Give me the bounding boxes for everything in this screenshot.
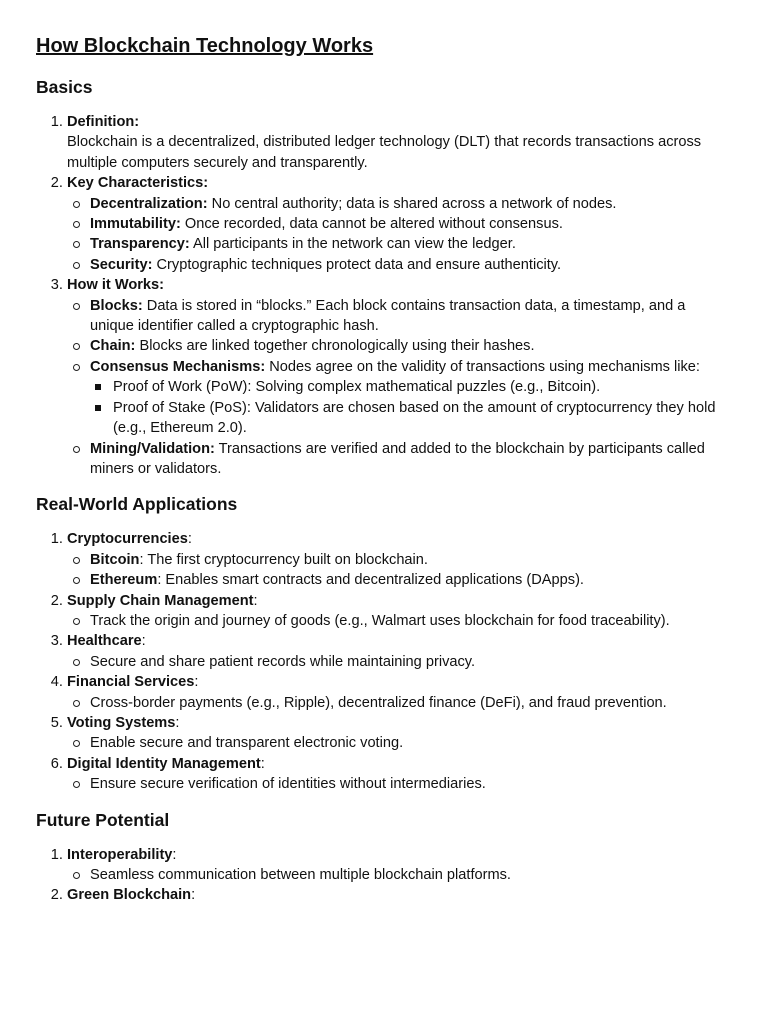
sub-item-text: All participants in the network can view the ledger. — [189, 236, 516, 253]
list-item-label: Financial Services — [67, 674, 195, 691]
label-colon: : — [175, 714, 180, 731]
basics-list — [36, 112, 732, 479]
sub-item-term: Ethereum — [90, 572, 158, 589]
list-item — [67, 754, 732, 795]
sub-item — [90, 550, 732, 570]
sub-item-text: Secure and share patient records while maintaining privacy. — [90, 653, 476, 670]
document-title: How Blockchain Technology Works — [36, 35, 374, 57]
list-item-label: Healthcare — [67, 633, 142, 650]
list-item — [67, 529, 732, 590]
sub-item-text: Enable secure and transparent electronic voting. — [90, 735, 404, 752]
list-item — [67, 672, 732, 713]
sub-item-text: Transactions are verified and added to the blockchain by participants called miners or validators. — [90, 440, 705, 477]
characteristics-label: Key Characteristics: — [67, 175, 209, 192]
sub-item-text: Seamless communication between multiple blockchain platforms. — [90, 867, 511, 883]
sub-item — [90, 693, 732, 713]
basics-heading: Basics — [36, 77, 93, 97]
label-colon: : — [187, 531, 192, 548]
sub-sub-item: Proof of Stake (PoS): Validators are chosen based on the amount of cryptocurrency they hold (e.g., Ethereum 2.0). — [113, 398, 732, 439]
sub-item-text: Cross-border payments (e.g., Ripple), decentralized finance (DeFi), and fraud prevention. — [90, 694, 667, 711]
list-item — [67, 885, 732, 905]
sub-item-term: Decentralization: — [90, 195, 208, 212]
sub-item-text: Once recorded, data cannot be altered without consensus. — [180, 216, 563, 233]
label-colon: : — [253, 592, 258, 609]
future-section — [36, 807, 732, 906]
sub-item — [90, 733, 732, 753]
list-item — [67, 845, 732, 886]
list-item-label: Green Blockchain — [67, 887, 192, 904]
label-colon: : — [260, 755, 265, 772]
applications-list — [36, 529, 732, 794]
characteristics-sublist — [67, 194, 732, 276]
definition-text: Blockchain is a decentralized, distributed ledger technology (DLT) that records transactions across multiple computers securely and transparently. — [67, 134, 702, 171]
sub-item-term: Immutability: — [90, 216, 181, 233]
sub-item-text: Blocks are linked together chronologically using their hashes. — [135, 338, 535, 355]
sub-item — [90, 570, 732, 590]
how-sublist — [67, 296, 732, 480]
sub-item-term: Bitcoin — [90, 551, 140, 568]
label-colon: : — [172, 846, 177, 863]
future-heading: Future Potential — [36, 809, 170, 830]
list-item — [67, 591, 732, 632]
sub-item-term: Transparency: — [90, 236, 190, 253]
list-item — [67, 713, 732, 754]
sub-item — [90, 652, 732, 672]
list-item-label: Supply Chain Management — [67, 592, 254, 609]
sub-item — [90, 194, 732, 214]
list-item-definition — [67, 112, 732, 173]
future-list — [36, 845, 732, 906]
sublist — [67, 865, 732, 885]
sub-item-term: Mining/Validation: — [90, 440, 215, 457]
list-item-label: Digital Identity Management — [67, 755, 261, 772]
sub-item-term: Consensus Mechanisms: — [90, 358, 266, 375]
sub-item-text: : Enables smart contracts and decentralized applications (DApps). — [157, 572, 584, 589]
consensus-sublist — [90, 377, 732, 438]
label-colon: : — [194, 674, 199, 691]
sub-item-text: Track the origin and journey of goods (e.g., Walmart uses blockchain for food traceability). — [90, 612, 670, 629]
sub-item-term: Blocks: — [90, 297, 143, 314]
sub-item — [90, 214, 732, 234]
list-item-characteristics — [67, 173, 732, 275]
sub-item — [90, 357, 732, 439]
list-item-label: Interoperability — [67, 846, 173, 863]
sub-item — [90, 234, 732, 254]
sub-sub-item: Proof of Work (PoW): Solving complex mathematical puzzles (e.g., Bitcoin). — [113, 377, 732, 397]
applications-heading: Real-World Applications — [36, 494, 238, 515]
sub-item-text: Cryptographic techniques protect data and ensure authenticity. — [152, 256, 562, 273]
label-colon: : — [141, 633, 146, 650]
sub-item — [90, 865, 732, 885]
sub-item-term: Chain: — [90, 338, 136, 355]
sublist — [67, 550, 732, 591]
sub-item — [90, 774, 732, 794]
sublist — [67, 652, 732, 672]
label-colon: : — [191, 887, 196, 904]
definition-label: Definition: — [67, 114, 140, 130]
list-item — [67, 631, 732, 672]
sublist — [67, 611, 732, 631]
sub-item-term: Security: — [90, 256, 153, 273]
basics-section — [36, 74, 732, 479]
list-item-how-it-works — [67, 275, 732, 479]
sublist — [67, 733, 732, 753]
sub-item — [90, 296, 732, 337]
list-item-label: Cryptocurrencies — [67, 531, 188, 548]
sublist — [67, 774, 732, 794]
how-label: How it Works: — [67, 277, 165, 294]
sub-item — [90, 255, 732, 275]
sub-item-text: Ensure secure verification of identities without intermediaries. — [90, 776, 486, 793]
applications-section — [36, 491, 732, 794]
sub-item — [90, 611, 732, 631]
sub-item — [90, 336, 732, 356]
sublist — [67, 693, 732, 713]
sub-item-text: No central authority; data is shared across a network of nodes. — [207, 195, 617, 212]
list-item-label: Voting Systems — [67, 714, 176, 731]
sub-item-text: Nodes agree on the validity of transactions using mechanisms like: — [265, 358, 700, 375]
sub-item-text: Data is stored in “blocks.” Each block contains transaction data, a timestamp, and a unique identifier called a cryptographic hash. — [90, 297, 686, 335]
sub-item — [90, 439, 732, 480]
sub-item-text: : The first cryptocurrency built on blockchain. — [139, 551, 428, 568]
